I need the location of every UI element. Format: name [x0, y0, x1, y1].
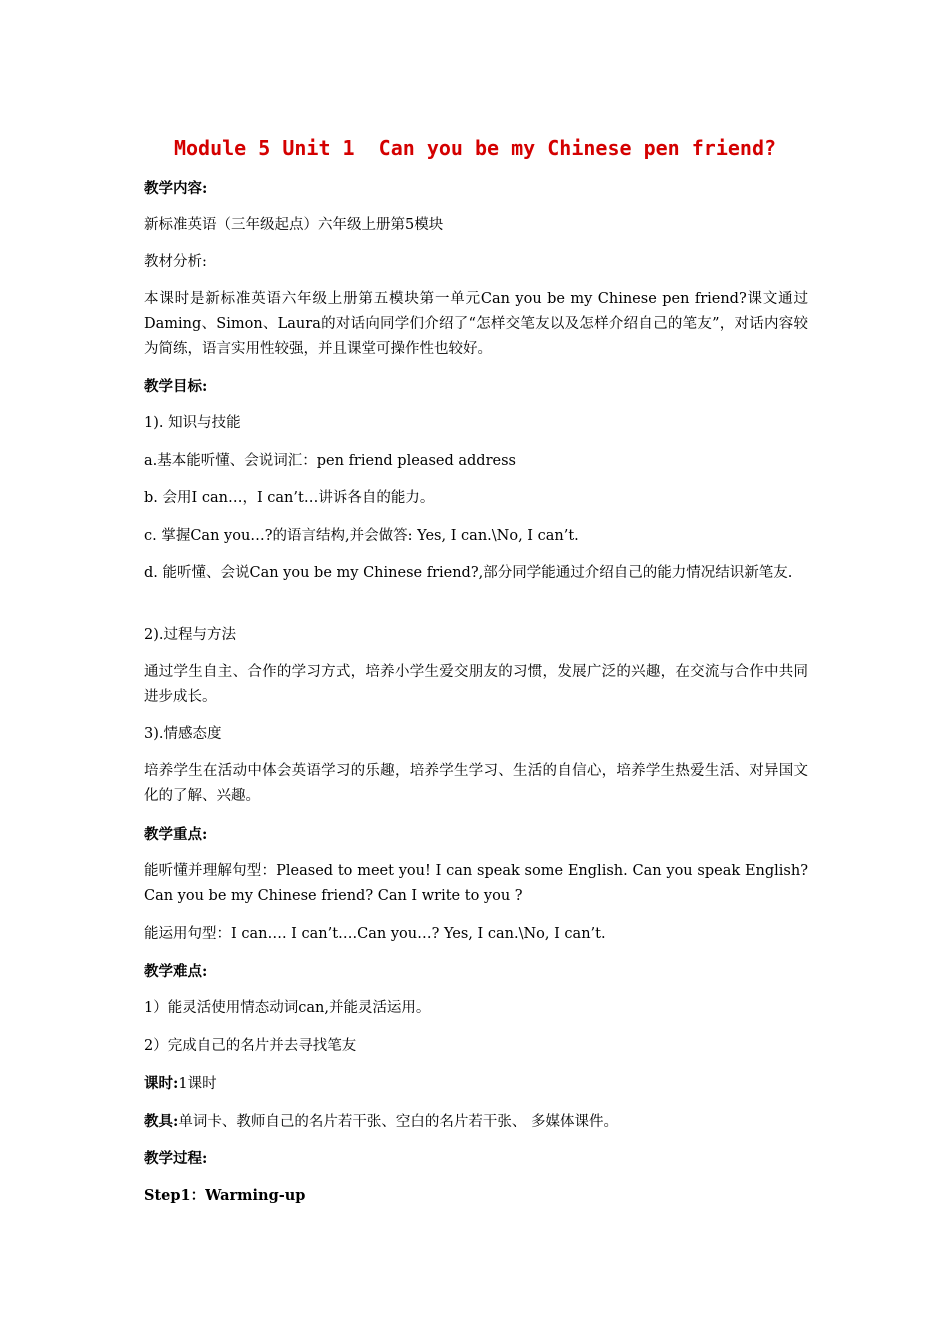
goal1-heading: 1). 知识与技能 [144, 415, 241, 431]
goals-heading: 教学目标: [144, 378, 208, 395]
goal2-text: 通过学生自主、合作的学习方式，培养小学生爱交朋友的习惯，发展广泛的兴趣，在交流与合作中共同进步成长。 [144, 664, 808, 705]
key-points-text-1: 能听懂并理解句型：Pleased to meet you! I can speak some English. Can you speak English? Can you be my Chinese friend? Can I write to you ? [144, 863, 808, 904]
goal1-item-a: a.基本能听懂、会说词汇：pen friend pleased address [144, 453, 516, 469]
content-heading: 教学内容: [144, 180, 208, 197]
goal1-item-c: c. 掌握Can you…?的语言结构,并会做答: Yes, I can.\No, I can’t. [144, 528, 579, 544]
aids-value: 单词卡、教师自己的名片若干张、空白的名片若干张、 多媒体课件。 [178, 1114, 618, 1130]
aids-label: 教具: [144, 1113, 179, 1130]
aids-line [144, 1109, 808, 1135]
goal3-heading: 3).情感态度 [144, 726, 222, 742]
goal2-heading: 2).过程与方法 [144, 627, 236, 643]
period-value: 1课时 [178, 1076, 217, 1092]
content-text: 新标准英语（三年级起点）六年级上册第5模块 [144, 217, 444, 233]
period-label: 课时: [144, 1075, 179, 1092]
key-points-heading: 教学重点: [144, 826, 208, 843]
difficulty-item-1: 1）能灵活使用情态动词can,并能灵活运用。 [144, 1000, 431, 1016]
key-points-text-2: 能运用句型：I can…. I can’t….Can you…? Yes, I can.\No, I can’t. [144, 926, 606, 942]
analysis-heading: 教材分析: [144, 254, 207, 270]
difficulty-item-2: 2）完成自己的名片并去寻找笔友 [144, 1038, 357, 1054]
document-title: Module 5 Unit 1 Can you be my Chinese pen friend? [173, 136, 777, 160]
goal1-item-b: b. 会用I can…，I can’t…讲诉各自的能力。 [144, 490, 435, 506]
step1-heading: Step1：Warming-up [144, 1187, 306, 1204]
process-heading: 教学过程: [144, 1150, 208, 1167]
goal3-text: 培养学生在活动中体会英语学习的乐趣，培养学生学习、生活的自信心，培养学生热爱生活、对异国文化的了解、兴趣。 [144, 763, 808, 804]
difficulty-heading: 教学难点: [144, 963, 208, 980]
analysis-text: 本课时是新标准英语六年级上册第五模块第一单元Can you be my Chinese pen friend?课文通过Daming、Simon、Laura的对话向同学们介绍了“怎样交笔友以及怎样介绍自己的笔友”，对话内容较为简练，语言实用性较强，并且课堂可操作性也较好。 [144, 291, 808, 357]
period-line [144, 1071, 808, 1097]
goal1-item-d: d. 能听懂、会说Can you be my Chinese friend?,部分同学能通过介绍自己的能力情况结识新笔友. [144, 565, 793, 581]
